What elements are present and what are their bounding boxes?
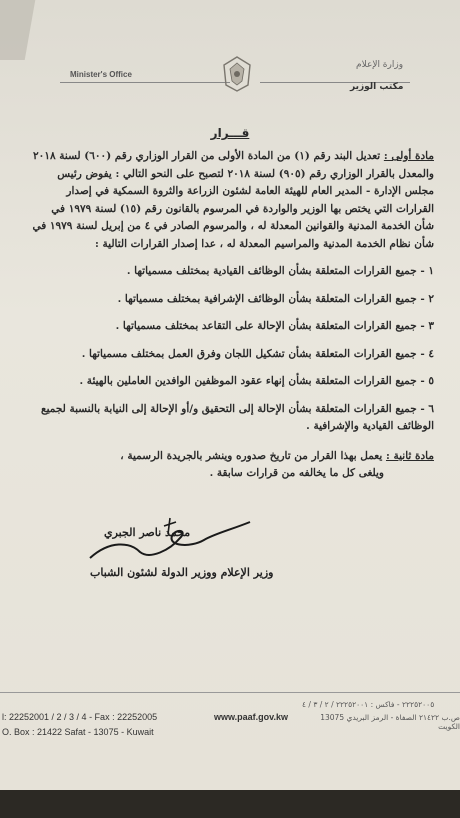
decree-title: قـــرار	[210, 126, 250, 140]
list-item: ٤ - جميع القرارات المتعلقة بشأن تشكيل اللجان وفرق العمل بمختلف مسمياتها .	[81, 347, 434, 360]
list-item: ١ - جميع القرارات المتعلقة بشأن الوظائف القيادية بمختلف مسمياتها .	[126, 265, 434, 277]
article-2-text: يعمل بهذا القرار من تاريخ صدوره وينشر بالجريدة الرسمية ،	[120, 449, 383, 462]
article-2-label: مادة ثانية :	[385, 449, 434, 462]
footer-divider	[0, 692, 460, 693]
signatory-title: وزير الإعلام ووزير الدولة لشئون الشباب	[90, 566, 274, 579]
article-1-label: مادة أولى :	[383, 150, 434, 162]
footer-po-box: O. Box : 21422 Safat - 13075 - Kuwait	[2, 727, 154, 737]
state-emblem-icon	[220, 55, 254, 93]
header-ministry-fragment: وزارة الإعلام	[356, 60, 404, 70]
signatory-name: محمد ناصر الجبري	[104, 526, 191, 539]
footer-phone-fax: l: 22252001 / 2 / 3 / 4 - Fax : 22252005	[2, 712, 158, 722]
article-2	[28, 448, 434, 466]
article-1-text: تعديل البند رقم (١) من المادة الأولى من القرار الوزاري رقم (٦٠٠) لسنة ٢٠١٨ والمعدل بالقرار الوزاري رقم (٩٠٥) لسنة ٢٠١٨ لتصبح على النحو التالي : يفوض رئيس مجلس الإدارة - المدير العام للهيئة العامة لشئون الزراعة والثروة السمكية في إصدار القرارات التي يختص بها الوزير والواردة في المرسوم بالقانون رقم (١٥) لسنة ١٩٧٩ في شأن الخدمة المدنية والقوانين المعدلة له ، والمرسوم الصادر في ٤ من إبريل لسنة ١٩٧٩ في شأن نظام الخدمة المدنية والمراسيم المعدلة له ، عدا إصدار القرارات التالية :	[32, 150, 434, 250]
page-corner-shadow	[0, 0, 35, 60]
background-surface	[0, 790, 460, 818]
article-1	[28, 148, 434, 253]
header-office-arabic: مكتب الوزير	[350, 82, 404, 92]
list-item: ٥ - جميع القرارات المتعلقة بشأن إنهاء عقود الموظفين الوافدين العاملين بالهيئة .	[79, 375, 434, 387]
footer-arabic-phone: ٢٢٢٥٢٠٠٥ - فاكس : ٢٢٢٥٢٠٠١ / ٢ / ٣ / ٤	[302, 700, 435, 709]
footer-website: www.paaf.gov.kw	[214, 712, 289, 722]
header-divider-left	[60, 82, 230, 83]
list-item: ٣ - جميع القرارات المتعلقة بشأن الإحالة على التقاعد بمختلف مسمياتها .	[115, 320, 434, 332]
footer-arabic-address: ص.ب ٢١٤٢٢ الصفاة - الرمز البريدي 13075 الكويت	[320, 713, 460, 731]
list-item: ٦ - جميع القرارات المتعلقة بشأن الإحالة إلى التحقيق و/أو الإحالة إلى النيابة بالنسبة لجميع الوظائف القيادية والإشرافية .	[41, 402, 434, 432]
decree-body	[28, 148, 434, 483]
article-2-continuation: ويلغى كل ما يخالفه من قرارات سابقة .	[209, 467, 384, 479]
handwritten-signature-icon	[80, 500, 280, 570]
header-office-english: Minister's Office	[70, 70, 132, 79]
list-item: ٢ - جميع القرارات المتعلقة بشأن الوظائف الإشرافية بمختلف مسمياتها .	[117, 292, 434, 305]
